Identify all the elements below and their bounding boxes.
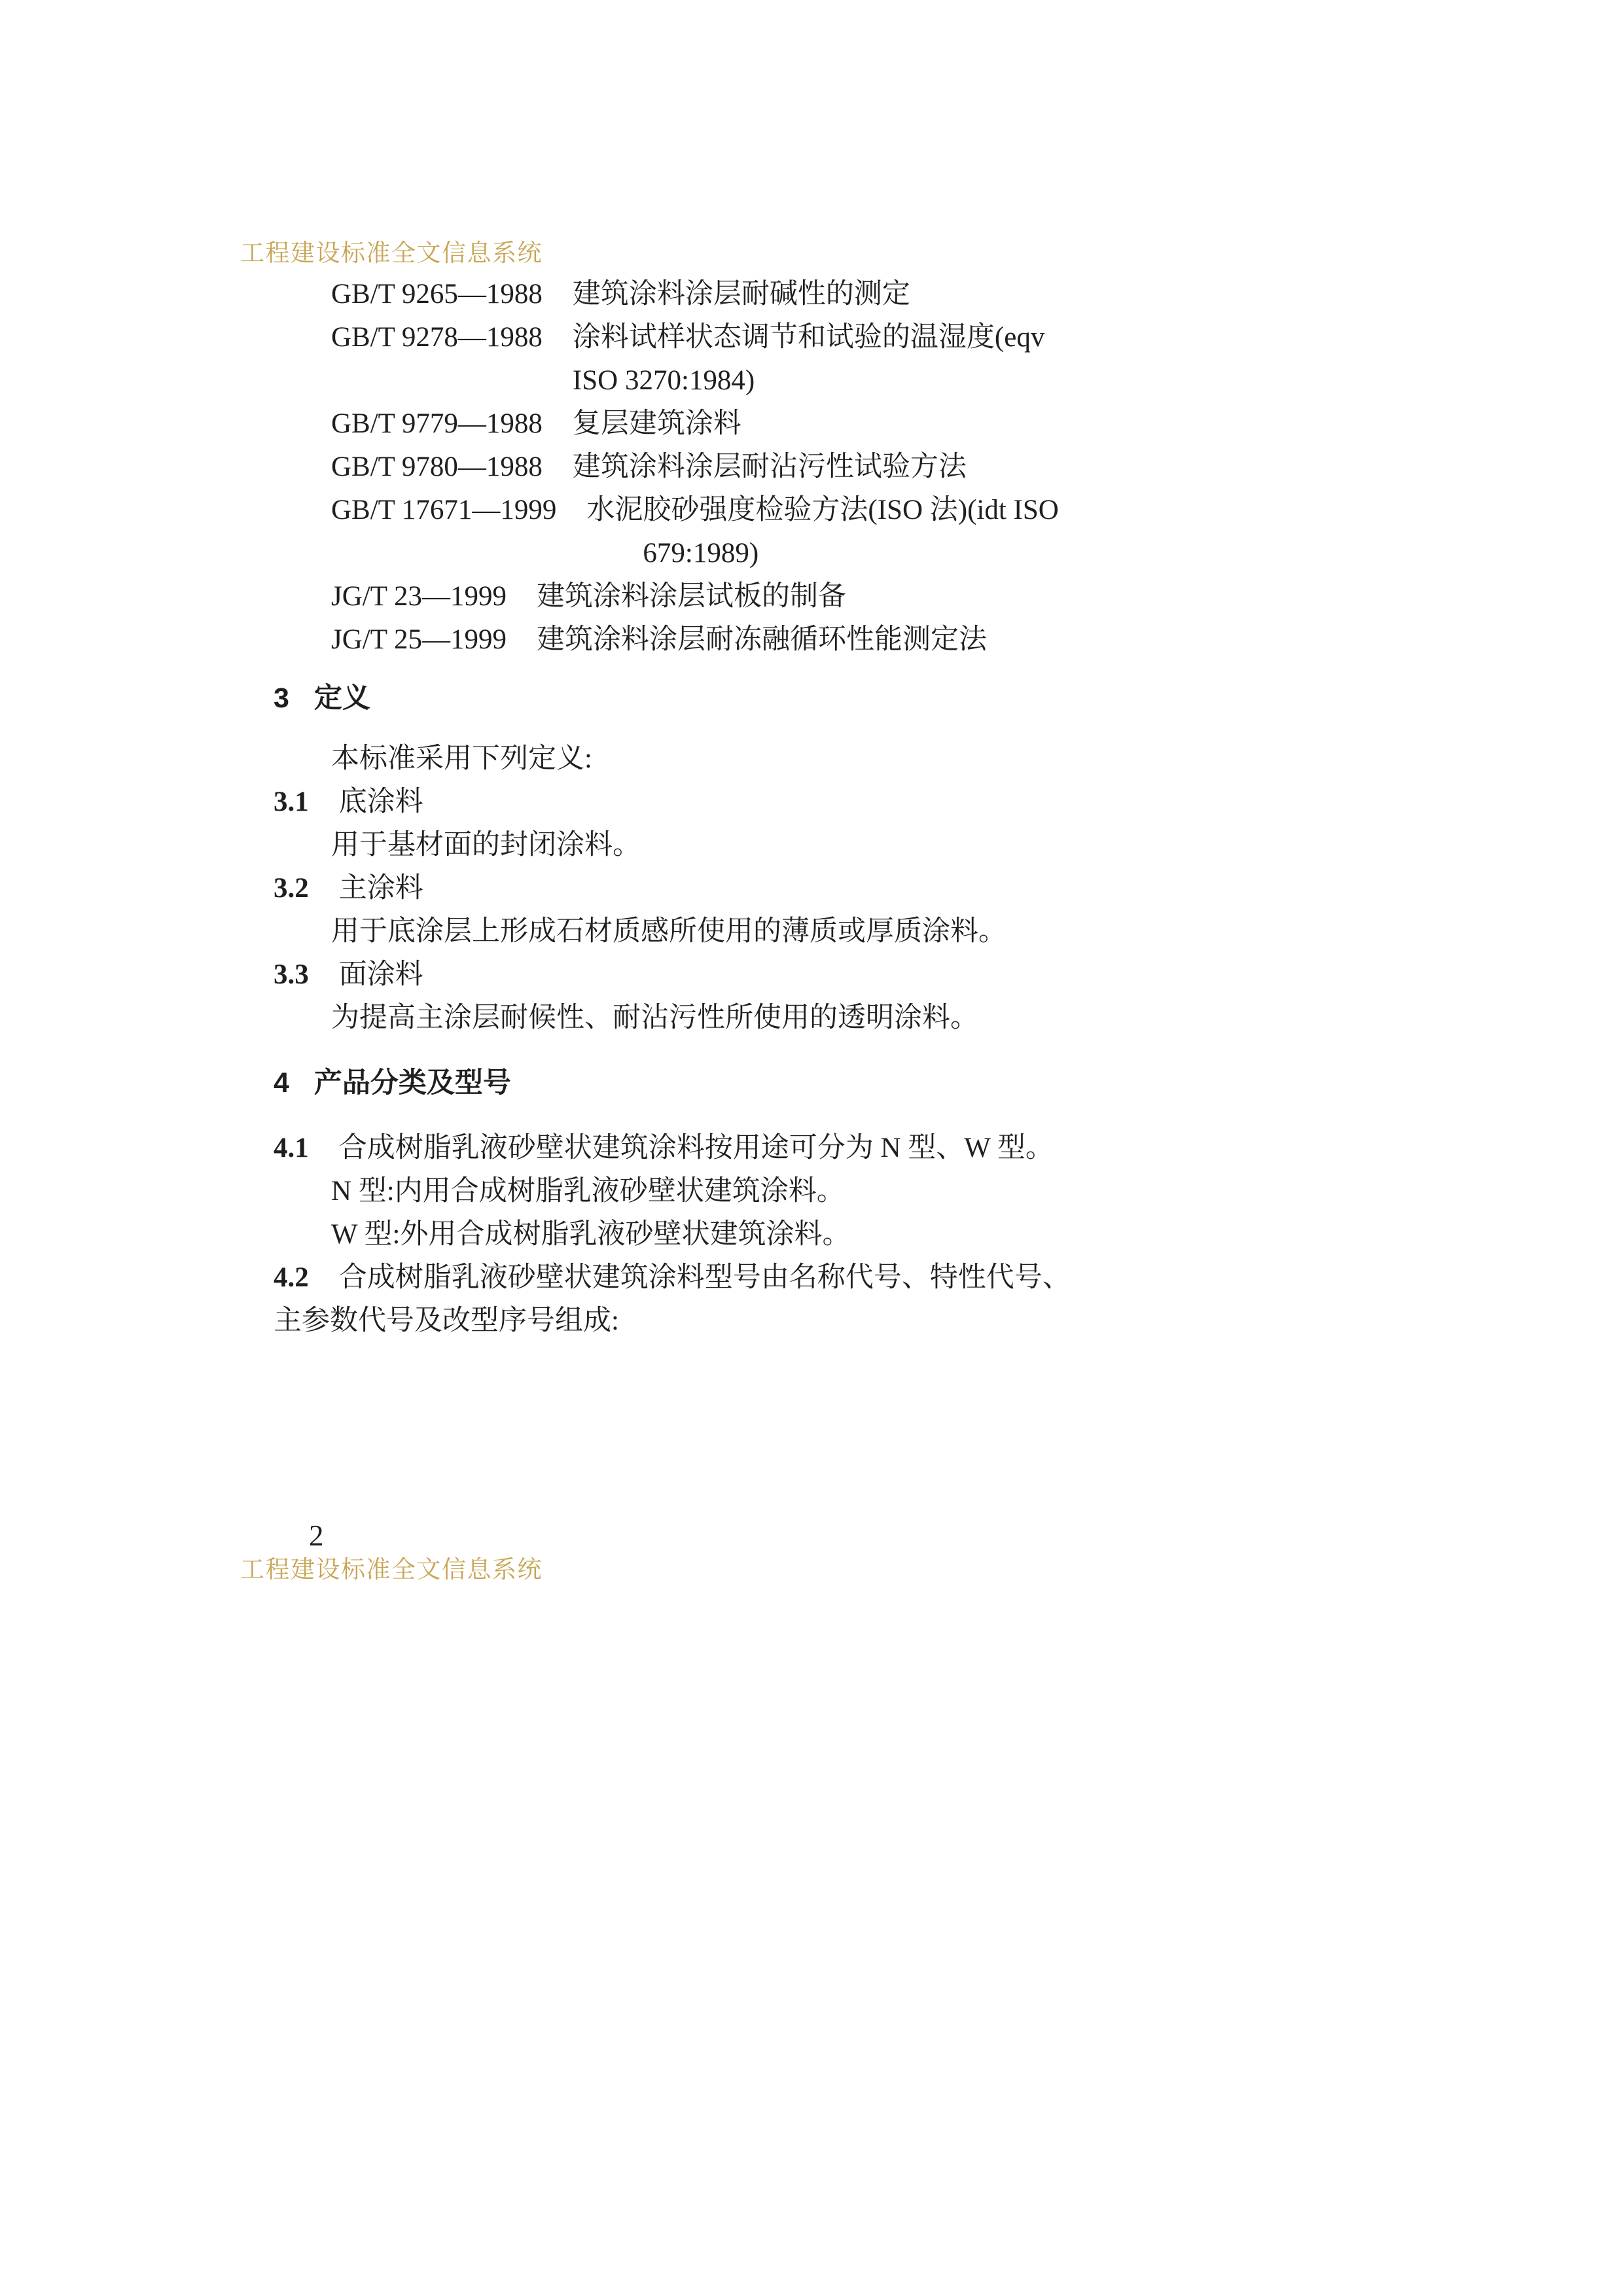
reference-title (537, 618, 1190, 662)
reference-code: GB/T 9780—1988 (331, 451, 543, 482)
definition-clause (274, 953, 1190, 1040)
footer-brand-text: 工程建设标准全文信息系统 (240, 1557, 543, 1583)
normative-references-list (274, 273, 1190, 662)
reference-title (586, 489, 1190, 575)
reference-title-line: 建筑涂料涂层耐冻融循环性能测定法 (536, 624, 987, 655)
clause-4-1-text: 合成树脂乳液砂壁状建筑涂料按用途可分为 N 型、W 型。 (338, 1133, 1054, 1163)
definition-clause (274, 867, 1190, 953)
reference-code: JG/T 23—1999 (331, 581, 507, 612)
clause-4-2-number: 4.2 (274, 1262, 309, 1293)
clause-4-2-line2: 主参数代号及改型序号组成: (274, 1305, 619, 1336)
reference-title-line: 水泥胶砂强度检验方法(ISO 法)(idt ISO (586, 495, 1059, 525)
reference-title (573, 316, 1190, 402)
reference-title-line: 建筑涂料涂层耐碱性的测定 (572, 279, 910, 309)
section-3-heading (274, 677, 1190, 720)
clause-4-2-text: 合成树脂乳液砂壁状建筑涂料型号由名称代号、特性代号、 (338, 1262, 1071, 1293)
section-4-heading (274, 1061, 1190, 1104)
page-number: 2 (309, 1519, 324, 1552)
clause-definition-text: 用于底涂层上形成石材质感所使用的薄质或厚质涂料。 (331, 916, 1007, 947)
reference-code: GB/T 9779—1988 (331, 408, 543, 439)
reference-title-line: ISO 3270:1984) (572, 365, 755, 396)
section-4-title: 产品分类及型号 (313, 1067, 511, 1099)
section-4-number: 4 (274, 1067, 289, 1099)
clause-term: 面涂料 (338, 959, 423, 990)
clause-definition-text: 用于基材面的封闭涂料。 (331, 830, 641, 860)
header-brand-text: 工程建设标准全文信息系统 (240, 240, 543, 267)
reference-item (274, 402, 1190, 446)
reference-title-line: 复层建筑涂料 (572, 408, 741, 439)
clause-term: 主涂料 (338, 873, 423, 904)
reference-code: JG/T 25—1999 (331, 624, 507, 655)
reference-item (274, 446, 1190, 489)
clause-4-1-number: 4.1 (274, 1133, 309, 1163)
reference-item (274, 575, 1190, 618)
section-3-number: 3 (274, 682, 289, 714)
reference-title (573, 446, 1190, 489)
clause-heading (274, 781, 1190, 824)
type-w-definition: W 型:外用合成树脂乳液砂壁状建筑涂料。 (331, 1219, 851, 1250)
reference-title-line: 涂料试样状态调节和试验的温湿度(eqv (572, 322, 1045, 353)
reference-title-line: 建筑涂料涂层试板的制备 (536, 581, 846, 612)
reference-title (537, 575, 1190, 618)
reference-title (573, 402, 1190, 446)
clause-4-1 (274, 1127, 1190, 1170)
reference-title-line: 建筑涂料涂层耐沾污性试验方法 (572, 451, 967, 482)
reference-code: GB/T 9265—1988 (331, 279, 543, 309)
reference-item (274, 316, 1190, 402)
reference-title (573, 273, 1190, 316)
reference-title-line: 679:1989) (586, 538, 759, 569)
clause-term: 底涂料 (338, 786, 423, 817)
clause-4-2-line1 (274, 1256, 1190, 1299)
definitions-list (274, 781, 1190, 1040)
page-content (274, 273, 1190, 1343)
reference-item (274, 489, 1190, 575)
section-3-intro: 本标准采用下列定义: (331, 743, 592, 774)
clause-heading (274, 867, 1190, 910)
reference-item (274, 273, 1190, 316)
reference-code: GB/T 17671—1999 (331, 495, 557, 525)
clause-definition-text: 为提高主涂层耐候性、耐沾污性所使用的透明涂料。 (331, 1002, 978, 1033)
clause-heading (274, 953, 1190, 997)
type-n-definition: N 型:内用合成树脂乳液砂壁状建筑涂料。 (331, 1176, 845, 1207)
clause-number: 3.3 (274, 959, 309, 990)
reference-code: GB/T 9278—1988 (331, 322, 543, 353)
clause-number: 3.1 (274, 786, 309, 817)
section-3-title: 定义 (313, 682, 370, 714)
clause-number: 3.2 (274, 873, 309, 904)
reference-item (274, 618, 1190, 662)
definition-clause (274, 781, 1190, 867)
